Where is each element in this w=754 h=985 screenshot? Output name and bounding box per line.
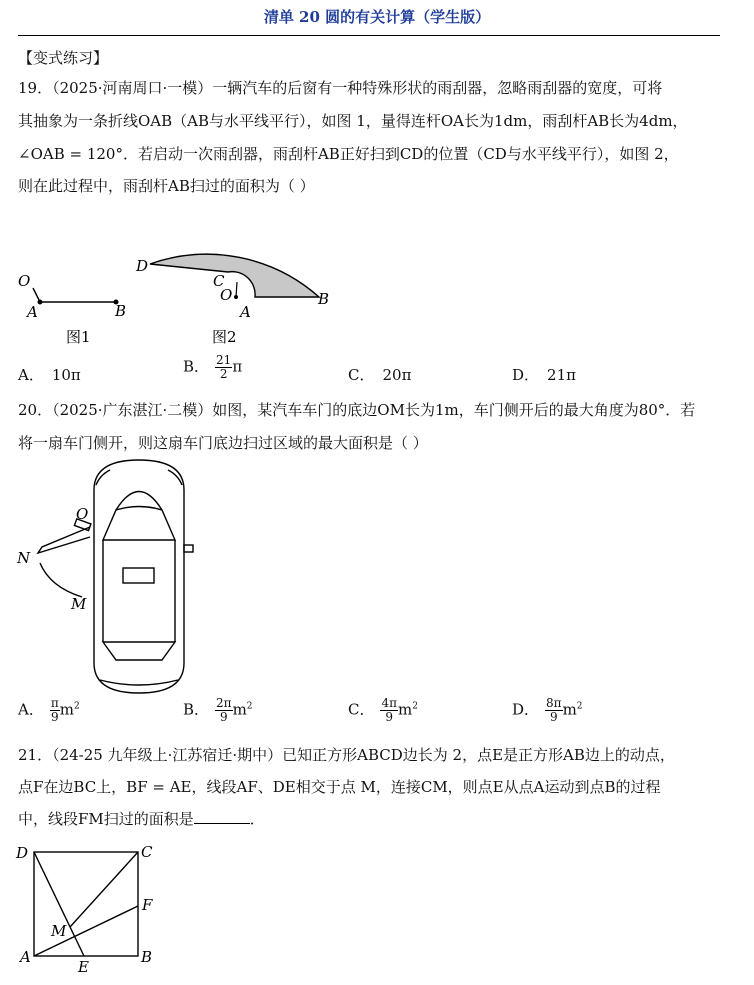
q19-line1: 19．（2025·河南周口·一模）一辆汽车的后窗有一种特殊形状的雨刮器，忽略雨刮器的宽度，可将 <box>18 79 663 97</box>
q21-label-d: D <box>16 844 29 862</box>
fig2-label-d: D <box>136 257 149 275</box>
q21-label-c: C <box>141 843 153 861</box>
car-windshield <box>103 507 175 541</box>
car-hood-line <box>116 492 162 511</box>
fig2-swept-region <box>150 254 319 297</box>
q19-option-d: D． 21π <box>512 366 576 384</box>
fig1-label-b: B <box>115 302 127 320</box>
door-swing-arc <box>40 563 82 597</box>
q20-line1: 20．（2025·广东湛江·二模）如图，某汽车车门的底边OM长为1m，车门侧开后的最大角度为80°．若 <box>18 401 696 419</box>
q21-label-f: F <box>142 896 153 914</box>
car-right-mirror <box>184 545 193 552</box>
q20-option-d: D． $\frac{8\pi}{9}$ $m^2$ <box>512 696 583 724</box>
segment-de <box>34 852 84 956</box>
car-headlights <box>96 470 182 485</box>
car-sunroof <box>123 568 154 583</box>
q20-label-m: M <box>71 595 87 613</box>
q20-option-c: C． $\frac{4\pi}{9}$ $m^2$ <box>348 696 418 724</box>
q20-label-o: O <box>76 505 89 523</box>
fig2-point-a <box>234 295 238 299</box>
q21-label-a: A <box>20 948 31 966</box>
car-rear-window <box>103 642 175 660</box>
fig2-segment-oc <box>236 282 237 297</box>
square-abcd <box>34 852 138 956</box>
fig1-point-a <box>38 300 43 305</box>
q20-car-figure <box>0 455 230 700</box>
car-rear-line <box>100 680 178 685</box>
q21-label-m: M <box>51 922 67 940</box>
q21-line1: 21．（24-25 九年级上·江苏宿迁·期中）已知正方形ABCD边长为 2，点E是正方形AB边上的动点， <box>18 746 675 764</box>
q19-option-a: A． 10π <box>18 366 81 384</box>
q19-line3: ∠OAB = 120°．若启动一次雨刮器，雨刮杆AB正好扫到CD的位置（CD与水平线平行），如图 2， <box>18 145 679 163</box>
q19-line2: 其抽象为一条折线OAB（AB与水平线平行），如图 1，量得连杆OA长为1dm，雨刮杆AB长为4dm， <box>18 112 688 130</box>
fig1-caption: 图1 <box>66 328 91 346</box>
q21-answer-blank[interactable] <box>194 809 250 824</box>
car-body <box>94 460 184 693</box>
q19-figures <box>0 200 380 360</box>
fig1-label-o: O <box>18 272 31 290</box>
q20-label-n: N <box>17 549 31 567</box>
q19-line4: 则在此过程中，雨刮杆AB扫过的面积为（ ） <box>18 177 315 195</box>
fig2-label-b: B <box>318 290 330 308</box>
segment-af <box>34 906 138 956</box>
fig2-label-a: A <box>240 303 251 321</box>
q20-option-a: A． $\frac{\pi}{9}$ $m^2$ <box>18 696 80 724</box>
q21-square-figure <box>0 838 200 978</box>
page-title: 清单 20 圆的有关计算（学生版） <box>263 8 491 26</box>
fig2-caption: 图2 <box>212 328 237 346</box>
q19-option-b: B． $\frac{21}{2}$ π <box>183 353 243 381</box>
fig2-label-o: O <box>220 286 233 304</box>
q21-line3: 中，线段FM扫过的面积是 ． <box>18 810 265 828</box>
q20-line2: 将一扇车门侧开，则这扇车门底边扫过区域的最大面积是（ ） <box>18 434 428 452</box>
fig2-label-c: C <box>213 272 225 290</box>
q21-label-b: B <box>141 948 153 966</box>
q21-line2: 点F在边BC上，BF = AE，线段AF、DE相交于点 M，连接CM，则点E从点A运动到点B的过程 <box>18 778 661 796</box>
segment-cm <box>70 852 138 927</box>
q20-option-b: B． $\frac{2\pi}{9}$ $m^2$ <box>183 696 253 724</box>
title-divider <box>18 35 720 36</box>
section-label: 【变式练习】 <box>18 49 109 67</box>
q21-label-e: E <box>78 958 89 976</box>
fig1-label-a: A <box>27 303 38 321</box>
car-cabin-sides <box>103 540 175 642</box>
car-open-door <box>38 527 90 553</box>
q19-option-c: C． 20π <box>348 366 412 384</box>
